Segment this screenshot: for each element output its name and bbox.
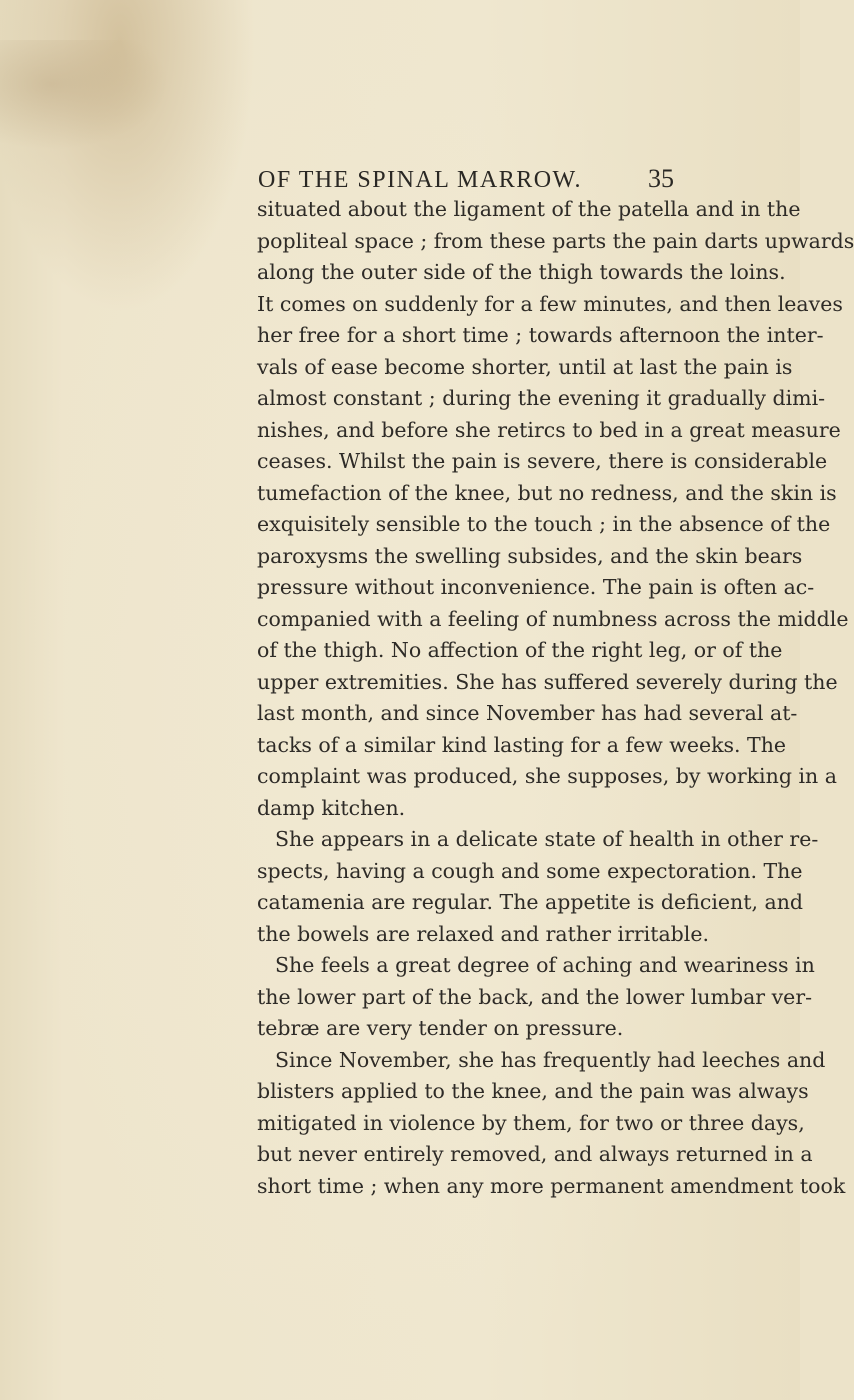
text-line: situated about the ligament of the patella and in the (257, 197, 801, 221)
text-line: nishes, and before she retircs to bed in a great measure (257, 417, 841, 442)
text-line: her free for a short time ; towards afternoon the inter- (257, 323, 824, 347)
text-line: but never entirely removed, and always returned in a (257, 1142, 813, 1166)
text-line: short time ; when any more permanent amendment took (257, 1173, 846, 1198)
text-line: paroxysms the swelling subsides, and the skin bears (257, 543, 803, 568)
running-header (258, 164, 674, 194)
text-line: companied with a feeling of numbness across the middle (257, 606, 849, 631)
text-line: pressure without inconvenience. The pain is often ac- (257, 575, 815, 599)
text-line: tebræ are very tender on pressure. (257, 1016, 624, 1040)
text-line: tacks of a similar kind lasting for a few weeks. The (257, 732, 787, 757)
text-line: the bowels are relaxed and rather irritable. (257, 921, 710, 946)
text-line: ceases. Whilst the pain is severe, there is considerable (257, 449, 828, 473)
body-text (257, 194, 854, 1202)
text-line: almost constant ; during the evening it gradually dimi- (257, 386, 826, 410)
text-line: blisters applied to the knee, and the pain was always (257, 1079, 809, 1103)
text-line: along the outer side of the thigh towards the loins. (257, 260, 786, 284)
text-line: damp kitchen. (257, 795, 406, 820)
page-stain (0, 40, 170, 150)
text-line: tumefaction of the knee, but no redness, and the skin is (257, 480, 837, 505)
text-line: She appears in a delicate state of health in other re- (275, 827, 819, 851)
text-line: Since November, she has frequently had leeches and (275, 1047, 826, 1072)
text-line: complaint was produced, she supposes, by working in a (257, 764, 837, 788)
text-line: mitigated in violence by them, for two or three days, (257, 1110, 805, 1135)
text-line: vals of ease become shorter, until at last the pain is (257, 354, 793, 379)
running-title: OF THE SPINAL MARROW. (258, 167, 582, 193)
text-line: last month, and since November has had several at- (257, 701, 798, 725)
text-line: catamenia are regular. The appetite is deficient, and (257, 890, 804, 914)
text-line: She feels a great degree of aching and weariness in (275, 953, 815, 977)
text-line: popliteal space ; from these parts the pain darts upwards (257, 228, 854, 253)
text-line: It comes on suddenly for a few minutes, and then leaves (257, 291, 843, 316)
text-line: exquisitely sensible to the touch ; in the absence of the (257, 512, 831, 536)
text-line: of the thigh. No affection of the right leg, or of the (257, 638, 783, 662)
text-line: spects, having a cough and some expectoration. The (257, 858, 803, 883)
text-line: upper extremities. She has suffered severely during the (257, 669, 838, 694)
text-line: the lower part of the back, and the lower lumbar ver- (257, 984, 813, 1009)
page-number: 35 (648, 164, 674, 193)
